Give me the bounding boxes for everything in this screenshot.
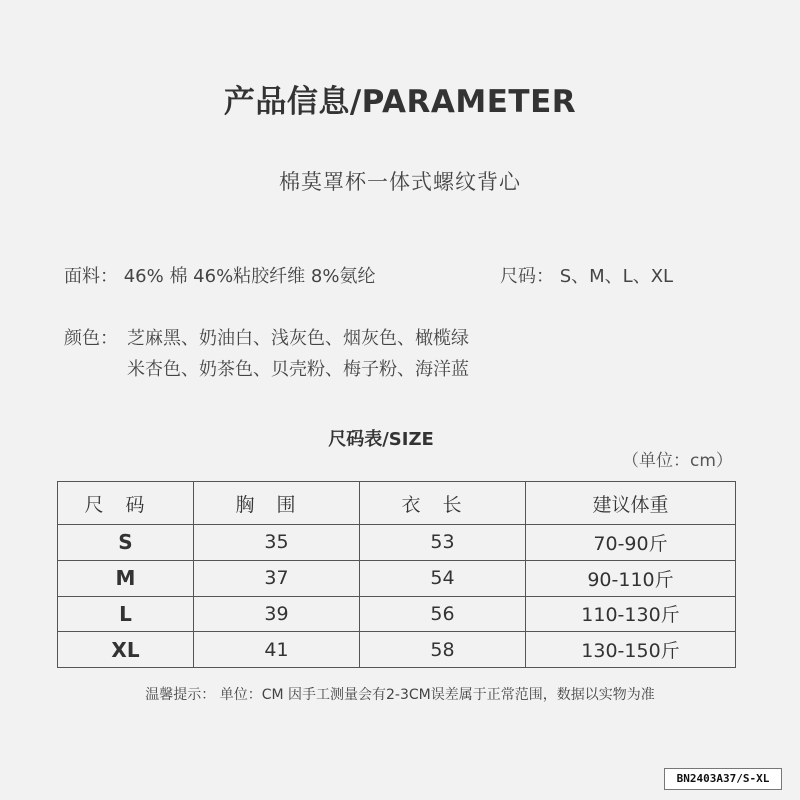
table-header-row [58,482,736,525]
weight-cell: 90-110斤 [526,560,736,596]
bust-cell: 41 [194,632,360,668]
weight-cell: 70-90斤 [526,525,736,561]
length-cell: 54 [360,560,526,596]
header-size: 尺码 [58,482,194,525]
size-cell: M [58,560,194,596]
page-title: 产品信息/PARAMETER [223,84,577,120]
header-length: 衣长 [360,482,526,525]
product-name: 棉莫罩杯一体式螺纹背心 [279,170,521,194]
weight-cell: 130-150斤 [526,632,736,668]
fabric-info: 面料： 46% 棉 46%粘胶纤维 8%氨纶 [64,266,376,287]
colors-line-2: 米杏色、奶茶色、贝壳粉、梅子粉、海洋蓝 [127,359,469,380]
size-cell: L [58,596,194,632]
length-cell: 53 [360,525,526,561]
size-table [57,481,736,668]
sku-label: BN2403A37/S-XL [664,768,782,790]
table-row [58,596,736,632]
table-row [58,560,736,596]
size-options: 尺码： S、M、L、XL [500,266,674,287]
colors-label: 颜色： [64,328,118,349]
size-chart-unit: （单位：cm） [622,451,733,471]
length-cell: 56 [360,596,526,632]
bust-cell: 39 [194,596,360,632]
weight-cell: 110-130斤 [526,596,736,632]
length-cell: 58 [360,632,526,668]
bust-cell: 37 [194,560,360,596]
size-chart-title: 尺码表/SIZE [328,429,434,450]
size-cell: S [58,525,194,561]
table-row [58,525,736,561]
size-cell: XL [58,632,194,668]
measurement-note: 温馨提示： 单位：CM 因手工测量会有2-3CM误差属于正常范围，数据以实物为准 [145,687,655,703]
header-bust: 胸围 [194,482,360,525]
header-weight: 建议体重 [526,482,736,525]
bust-cell: 35 [194,525,360,561]
table-row [58,632,736,668]
colors-line-1: 芝麻黑、奶油白、浅灰色、烟灰色、橄榄绿 [127,328,469,349]
